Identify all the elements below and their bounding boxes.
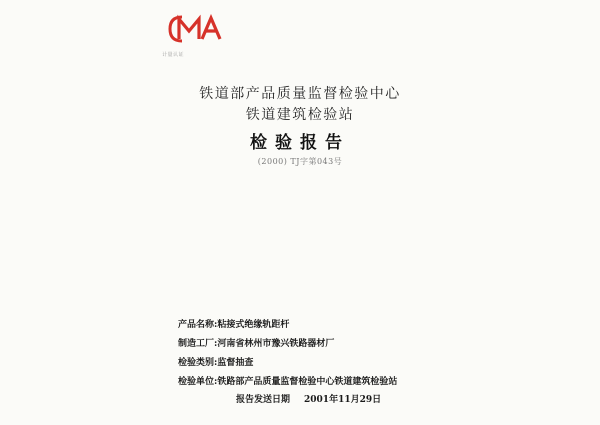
field-product-name xyxy=(178,318,397,337)
field-value: 监督抽查 xyxy=(217,358,254,368)
field-label: 产品名称: xyxy=(178,320,218,330)
field-label: 检验单位: xyxy=(178,377,218,387)
org-name-line1: 铁道部产品质量监督检验中心 xyxy=(199,86,401,102)
report-date-label: 报告发送日期 xyxy=(236,395,291,405)
field-value: 铁路部产品质量监督检验中心铁道建筑检验站 xyxy=(217,377,398,387)
report-send-date xyxy=(236,392,381,405)
logo-caption: 计量认证 xyxy=(162,52,185,58)
field-label: 制造工厂: xyxy=(178,339,218,349)
field-value: 粘接式绝缘轨距杆 xyxy=(217,320,290,330)
field-manufacturer xyxy=(178,337,397,356)
report-fields xyxy=(178,318,397,394)
report-title: 检验报告 xyxy=(250,133,350,153)
report-number: (2000) TJ字第043号 xyxy=(257,157,343,166)
report-date-value: 2001年11月29日 xyxy=(304,395,382,405)
org-name-line2: 铁道建筑检验站 xyxy=(245,107,355,123)
cma-logo-icon xyxy=(168,14,224,44)
cma-logo xyxy=(168,14,224,44)
field-inspection-type xyxy=(178,356,397,375)
field-label: 检验类别: xyxy=(178,358,218,368)
field-value: 河南省林州市豫兴铁路器材厂 xyxy=(217,339,335,349)
